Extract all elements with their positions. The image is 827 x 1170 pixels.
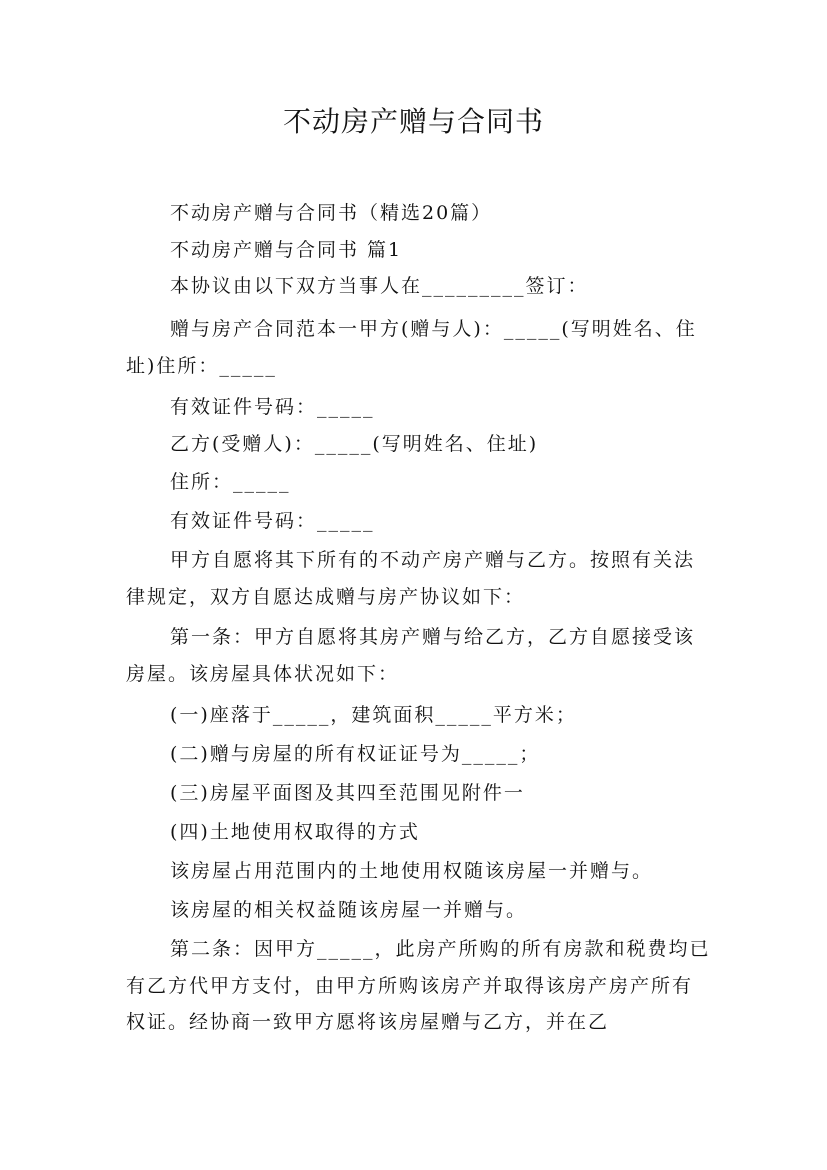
paragraph-item-3: (三)房屋平面图及其四至范围见附件一 (170, 782, 525, 804)
paragraph-item-4: (四)土地使用权取得的方式 (170, 821, 420, 843)
paragraph-subtitle: 不动房产赠与合同书（精选20篇） (170, 202, 493, 224)
paragraph-party-b: 乙方(受赠人)：_____(写明姓名、住址) (170, 433, 539, 455)
paragraph-party-b-id: 有效证件号码：_____ (170, 510, 375, 532)
paragraph-item-1: (一)座落于_____，建筑面积_____平方米； (170, 704, 577, 726)
paragraph-gift-intent: 甲方自愿将其下所有的不动产房产赠与乙方。按照有关法律规定，双方自愿达成赠与房产协议如下： (126, 549, 696, 608)
paragraph-article-2: 第二条：因甲方_____，此房产所购的所有房款和税费均已有乙方代甲方支付，由甲方所购该房产并取得该房产房产所有权证。经协商一致甲方愿将该房屋赠与乙方，并在乙 (126, 938, 711, 1033)
paragraph-article-1: 第一条：甲方自愿将其房产赠与给乙方，乙方自愿接受该房屋。该房屋具体状况如下： (126, 626, 696, 685)
document-title: 不动房产赠与合同书 (282, 105, 544, 138)
paragraph-item-2: (二)赠与房屋的所有权证证号为_____； (170, 743, 541, 765)
paragraph-agreement-intro: 本协议由以下双方当事人在_________签订： (170, 275, 589, 297)
paragraph-related-rights: 该房屋的相关权益随该房屋一并赠与。 (170, 899, 528, 921)
paragraph-party-b-address: 住所：_____ (170, 471, 291, 493)
paragraph-section-heading: 不动房产赠与合同书 篇1 (170, 239, 403, 261)
paragraph-party-a-id: 有效证件号码：_____ (170, 396, 375, 418)
paragraph-land-use: 该房屋占用范围内的土地使用权随该房屋一并赠与。 (170, 860, 654, 882)
paragraph-party-a: 赠与房产合同范本一甲方(赠与人)：_____(写明姓名、住址)住所：_____ (126, 318, 697, 377)
